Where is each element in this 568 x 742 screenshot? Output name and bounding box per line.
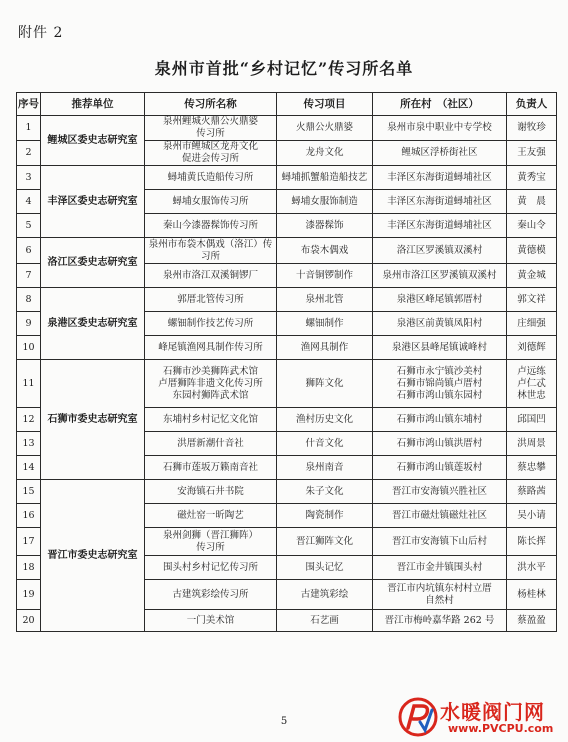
workshop-village: 晋江市梅岭嘉华路 262 号 (373, 610, 507, 632)
workshop-name: 东埔村乡村记忆文化馆 (145, 408, 277, 432)
row-number: 11 (17, 360, 41, 408)
workshop-table (16, 92, 557, 632)
workshop-name: 蟳埔黄氏造船传习所 (145, 166, 277, 190)
table-row (17, 238, 557, 264)
watermark-title: 水暖阀门网 (440, 700, 545, 724)
page-number: 5 (280, 716, 288, 727)
workshop-name: 泉州市鲤城区龙舟文化 促进会传习所 (145, 141, 277, 166)
workshop-project: 泉州北管 (277, 288, 373, 312)
row-number: 6 (17, 238, 41, 264)
workshop-project: 古建筑彩绘 (277, 580, 373, 610)
recommending-unit: 丰泽区委史志研究室 (41, 166, 145, 238)
workshop-name: 安海镇石井书院 (145, 480, 277, 504)
workshop-project: 十音铜锣制作 (277, 264, 373, 288)
workshop-project: 陶瓷制作 (277, 504, 373, 528)
attachment-label: 附件 2 (18, 25, 64, 41)
recommending-unit: 石狮市委史志研究室 (41, 360, 145, 480)
row-number: 16 (17, 504, 41, 528)
row-number: 9 (17, 312, 41, 336)
document-title: 泉州市首批“乡村记忆”传习所名单 (154, 59, 414, 78)
workshop-leader: 洪水平 (507, 556, 557, 580)
workshop-name: 石狮市沙美狮阵武术馆 卢厝狮阵非遗文化传习所 东园村狮阵武术馆 (145, 360, 277, 408)
workshop-name: 秦山今漆器髹饰传习所 (145, 214, 277, 238)
workshop-village: 洛江区罗溪镇双溪村 (373, 238, 507, 264)
workshop-leader: 刘德辉 (507, 336, 557, 360)
workshop-leader: 吴小请 (507, 504, 557, 528)
workshop-village: 泉港区前黄镇凤阳村 (373, 312, 507, 336)
workshop-project: 狮阵文化 (277, 360, 373, 408)
workshop-village: 石狮市鸿山镇莲坂村 (373, 456, 507, 480)
row-number: 7 (17, 264, 41, 288)
workshop-leader: 黄金城 (507, 264, 557, 288)
table-row (17, 480, 557, 504)
workshop-name: 围头村乡村记忆传习所 (145, 556, 277, 580)
row-number: 13 (17, 432, 41, 456)
workshop-leader: 谢牧珍 (507, 116, 557, 141)
header-project: 传习项目 (277, 93, 373, 116)
recommending-unit: 泉港区委史志研究室 (41, 288, 145, 360)
recommending-unit: 洛江区委史志研究室 (41, 238, 145, 288)
workshop-leader: 黄 晨 (507, 190, 557, 214)
workshop-project: 石艺画 (277, 610, 373, 632)
row-number: 17 (17, 528, 41, 556)
workshop-project: 火鼎公火鼎婆 (277, 116, 373, 141)
workshop-project: 渔网具制作 (277, 336, 373, 360)
table-header-row (17, 93, 557, 116)
workshop-name: 石狮市莲坂万籁南音社 (145, 456, 277, 480)
workshop-name: 泉州鲤城火鼎公火鼎婆 传习所 (145, 116, 277, 141)
row-number: 15 (17, 480, 41, 504)
workshop-leader: 王友强 (507, 141, 557, 166)
row-number: 10 (17, 336, 41, 360)
workshop-village: 鲤城区浮桥街社区 (373, 141, 507, 166)
workshop-village: 晋江市安海镇兴胜社区 (373, 480, 507, 504)
workshop-project: 渔村历史文化 (277, 408, 373, 432)
workshop-village: 石狮市鸿山镇东埔村 (373, 408, 507, 432)
row-number: 18 (17, 556, 41, 580)
workshop-project: 螺钿制作 (277, 312, 373, 336)
workshop-project: 泉州南音 (277, 456, 373, 480)
workshop-project: 布袋木偶戏 (277, 238, 373, 264)
workshop-project: 晋江狮阵文化 (277, 528, 373, 556)
row-number: 4 (17, 190, 41, 214)
workshop-leader: 邱国凹 (507, 408, 557, 432)
workshop-project: 围头记忆 (277, 556, 373, 580)
workshop-village: 泉州市洛江区罗溪镇双溪村 (373, 264, 507, 288)
table-body (17, 116, 557, 632)
workshop-leader: 蔡盈盈 (507, 610, 557, 632)
header-unit: 推荐单位 (41, 93, 145, 116)
workshop-leader: 蔡路茜 (507, 480, 557, 504)
row-number: 19 (17, 580, 41, 610)
workshop-name: 峰尾镇渔网具制作传习所 (145, 336, 277, 360)
workshop-name: 泉州剑狮（晋江狮阵） 传习所 (145, 528, 277, 556)
workshop-leader: 洪周景 (507, 432, 557, 456)
watermark-url: www.PVCPU.com (448, 722, 554, 735)
workshop-village: 晋江市金井镇围头村 (373, 556, 507, 580)
workshop-leader: 陈长挥 (507, 528, 557, 556)
workshop-village: 泉州市泉中职业中专学校 (373, 116, 507, 141)
workshop-name: 洪厝新潮什音社 (145, 432, 277, 456)
workshop-village: 石狮市永宁镇沙美村 石狮市锦尚镇卢厝村 石狮市鸿山镇东园村 (373, 360, 507, 408)
workshop-village: 丰泽区东海街道蟳埔社区 (373, 214, 507, 238)
header-name: 传习所名称 (145, 93, 277, 116)
workshop-leader: 黄秀宝 (507, 166, 557, 190)
header-no: 序号 (17, 93, 41, 116)
recommending-unit: 鲤城区委史志研究室 (41, 116, 145, 166)
workshop-village: 晋江市磁灶镇磁灶社区 (373, 504, 507, 528)
workshop-project: 龙舟文化 (277, 141, 373, 166)
table-row (17, 288, 557, 312)
workshop-leader: 庄细强 (507, 312, 557, 336)
workshop-village: 丰泽区东海街道蟳埔社区 (373, 190, 507, 214)
site-watermark (398, 694, 566, 740)
header-village: 所在村 （社区） (373, 93, 507, 116)
row-number: 1 (17, 116, 41, 141)
workshop-village: 泉港区峰尾镇郭厝村 (373, 288, 507, 312)
workshop-name: 一门美术馆 (145, 610, 277, 632)
row-number: 14 (17, 456, 41, 480)
workshop-project: 漆器髹饰 (277, 214, 373, 238)
workshop-village: 石狮市鸿山镇洪厝村 (373, 432, 507, 456)
table-row (17, 166, 557, 190)
table-row (17, 360, 557, 408)
pv-logo-icon (398, 696, 438, 738)
header-leader: 负责人 (507, 93, 557, 116)
workshop-name: 泉州市布袋木偶戏（洛江）传 习所 (145, 238, 277, 264)
workshop-name: 蟳埔女服饰传习所 (145, 190, 277, 214)
row-number: 2 (17, 141, 41, 166)
workshop-village: 丰泽区东海街道蟳埔社区 (373, 166, 507, 190)
workshop-name: 泉州市洛江双溪铜锣厂 (145, 264, 277, 288)
workshop-village: 晋江市内坑镇东村村立厝 自然村 (373, 580, 507, 610)
workshop-leader: 蔡忠攀 (507, 456, 557, 480)
recommending-unit: 晋江市委史志研究室 (41, 480, 145, 632)
workshop-project: 朱子文化 (277, 480, 373, 504)
row-number: 20 (17, 610, 41, 632)
workshop-name: 螺钿制作技艺传习所 (145, 312, 277, 336)
workshop-project: 什音文化 (277, 432, 373, 456)
workshop-leader: 杨桂林 (507, 580, 557, 610)
workshop-leader: 秦山令 (507, 214, 557, 238)
workshop-name: 郭厝北管传习所 (145, 288, 277, 312)
row-number: 12 (17, 408, 41, 432)
workshop-leader: 黄德模 (507, 238, 557, 264)
workshop-name: 古建筑彩绘传习所 (145, 580, 277, 610)
workshop-project: 蟳埔女服饰制造 (277, 190, 373, 214)
workshop-leader: 卢远练 卢仁忒 林世忠 (507, 360, 557, 408)
workshop-leader: 郭文祥 (507, 288, 557, 312)
workshop-village: 泉港区县峰尾镇诚峰村 (373, 336, 507, 360)
row-number: 8 (17, 288, 41, 312)
workshop-village: 晋江市安海镇下山后村 (373, 528, 507, 556)
row-number: 5 (17, 214, 41, 238)
workshop-project: 蟳埔抓蟹船造船技艺 (277, 166, 373, 190)
workshop-name: 磁灶窑一昕陶艺 (145, 504, 277, 528)
row-number: 3 (17, 166, 41, 190)
table-row (17, 116, 557, 141)
